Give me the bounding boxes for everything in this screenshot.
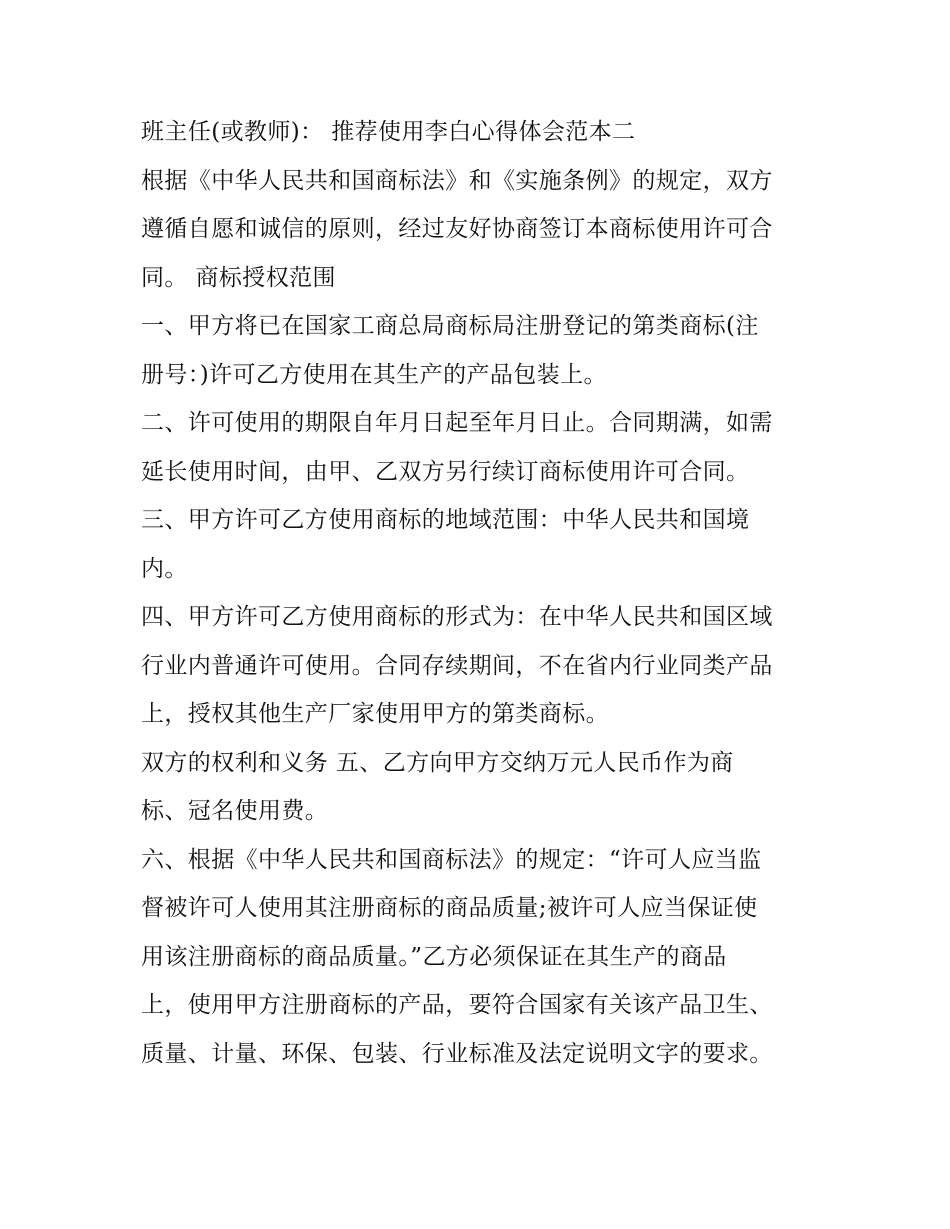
text-line: 督被许可人使用其注册商标的商品质量;被许可人应当保证使 bbox=[141, 895, 758, 921]
text-line: 标、冠名使用费。 bbox=[141, 798, 329, 824]
text-line: 根据《中华人民共和国商标法》和《实施条例》的规定，双方 bbox=[141, 167, 773, 194]
text-line: 册号：)许可乙方使用在其生产的产品包装上。 bbox=[141, 361, 607, 388]
text-line: 三、甲方许可乙方使用商标的地域范围：中华人民共和国境 bbox=[141, 507, 750, 533]
text-line: 遵循自愿和诚信的原则，经过友好协商签订本商标使用许可合 bbox=[141, 216, 773, 242]
text-line: 同。 商标授权范围 bbox=[141, 264, 336, 291]
text-line: 六、根据《中华人民共和国商标法》的规定：“许可人应当监 bbox=[141, 846, 762, 873]
text-line: 班主任(或教师)： 推荐使用李白心得体会范本二 bbox=[141, 119, 636, 145]
text-line: 延长使用时间，由甲、乙双方另行续订商标使用许可合同。 bbox=[141, 458, 750, 485]
text-line: 上，使用甲方注册商标的产品，要符合国家有关该产品卫生、 bbox=[141, 992, 773, 1018]
text-line: 一、甲方将已在国家工商总局商标局注册登记的第类商标(注 bbox=[141, 313, 759, 339]
text-line: 行业内普通许可使用。合同存续期间，不在省内行业同类产品 bbox=[141, 652, 773, 679]
text-line: 质量、计量、环保、包装、行业标准及法定说明文字的要求。 bbox=[141, 1040, 773, 1067]
text-line: 上，授权其他生产厂家使用甲方的第类商标。 bbox=[141, 701, 609, 727]
text-line: 二、许可使用的期限自年月日起至年月日止。合同期满，如需 bbox=[141, 410, 773, 436]
document-body bbox=[141, 108, 841, 1078]
text-line: 四、甲方许可乙方使用商标的形式为：在中华人民共和国区域 bbox=[141, 604, 773, 630]
text-line: 内。 bbox=[141, 555, 188, 582]
text-line: 用该注册商标的商品质量。”乙方必须保证在其生产的商品 bbox=[141, 943, 727, 970]
text-line: 双方的权利和义务 五、乙方向甲方交纳万元人民币作为商 bbox=[141, 749, 734, 776]
